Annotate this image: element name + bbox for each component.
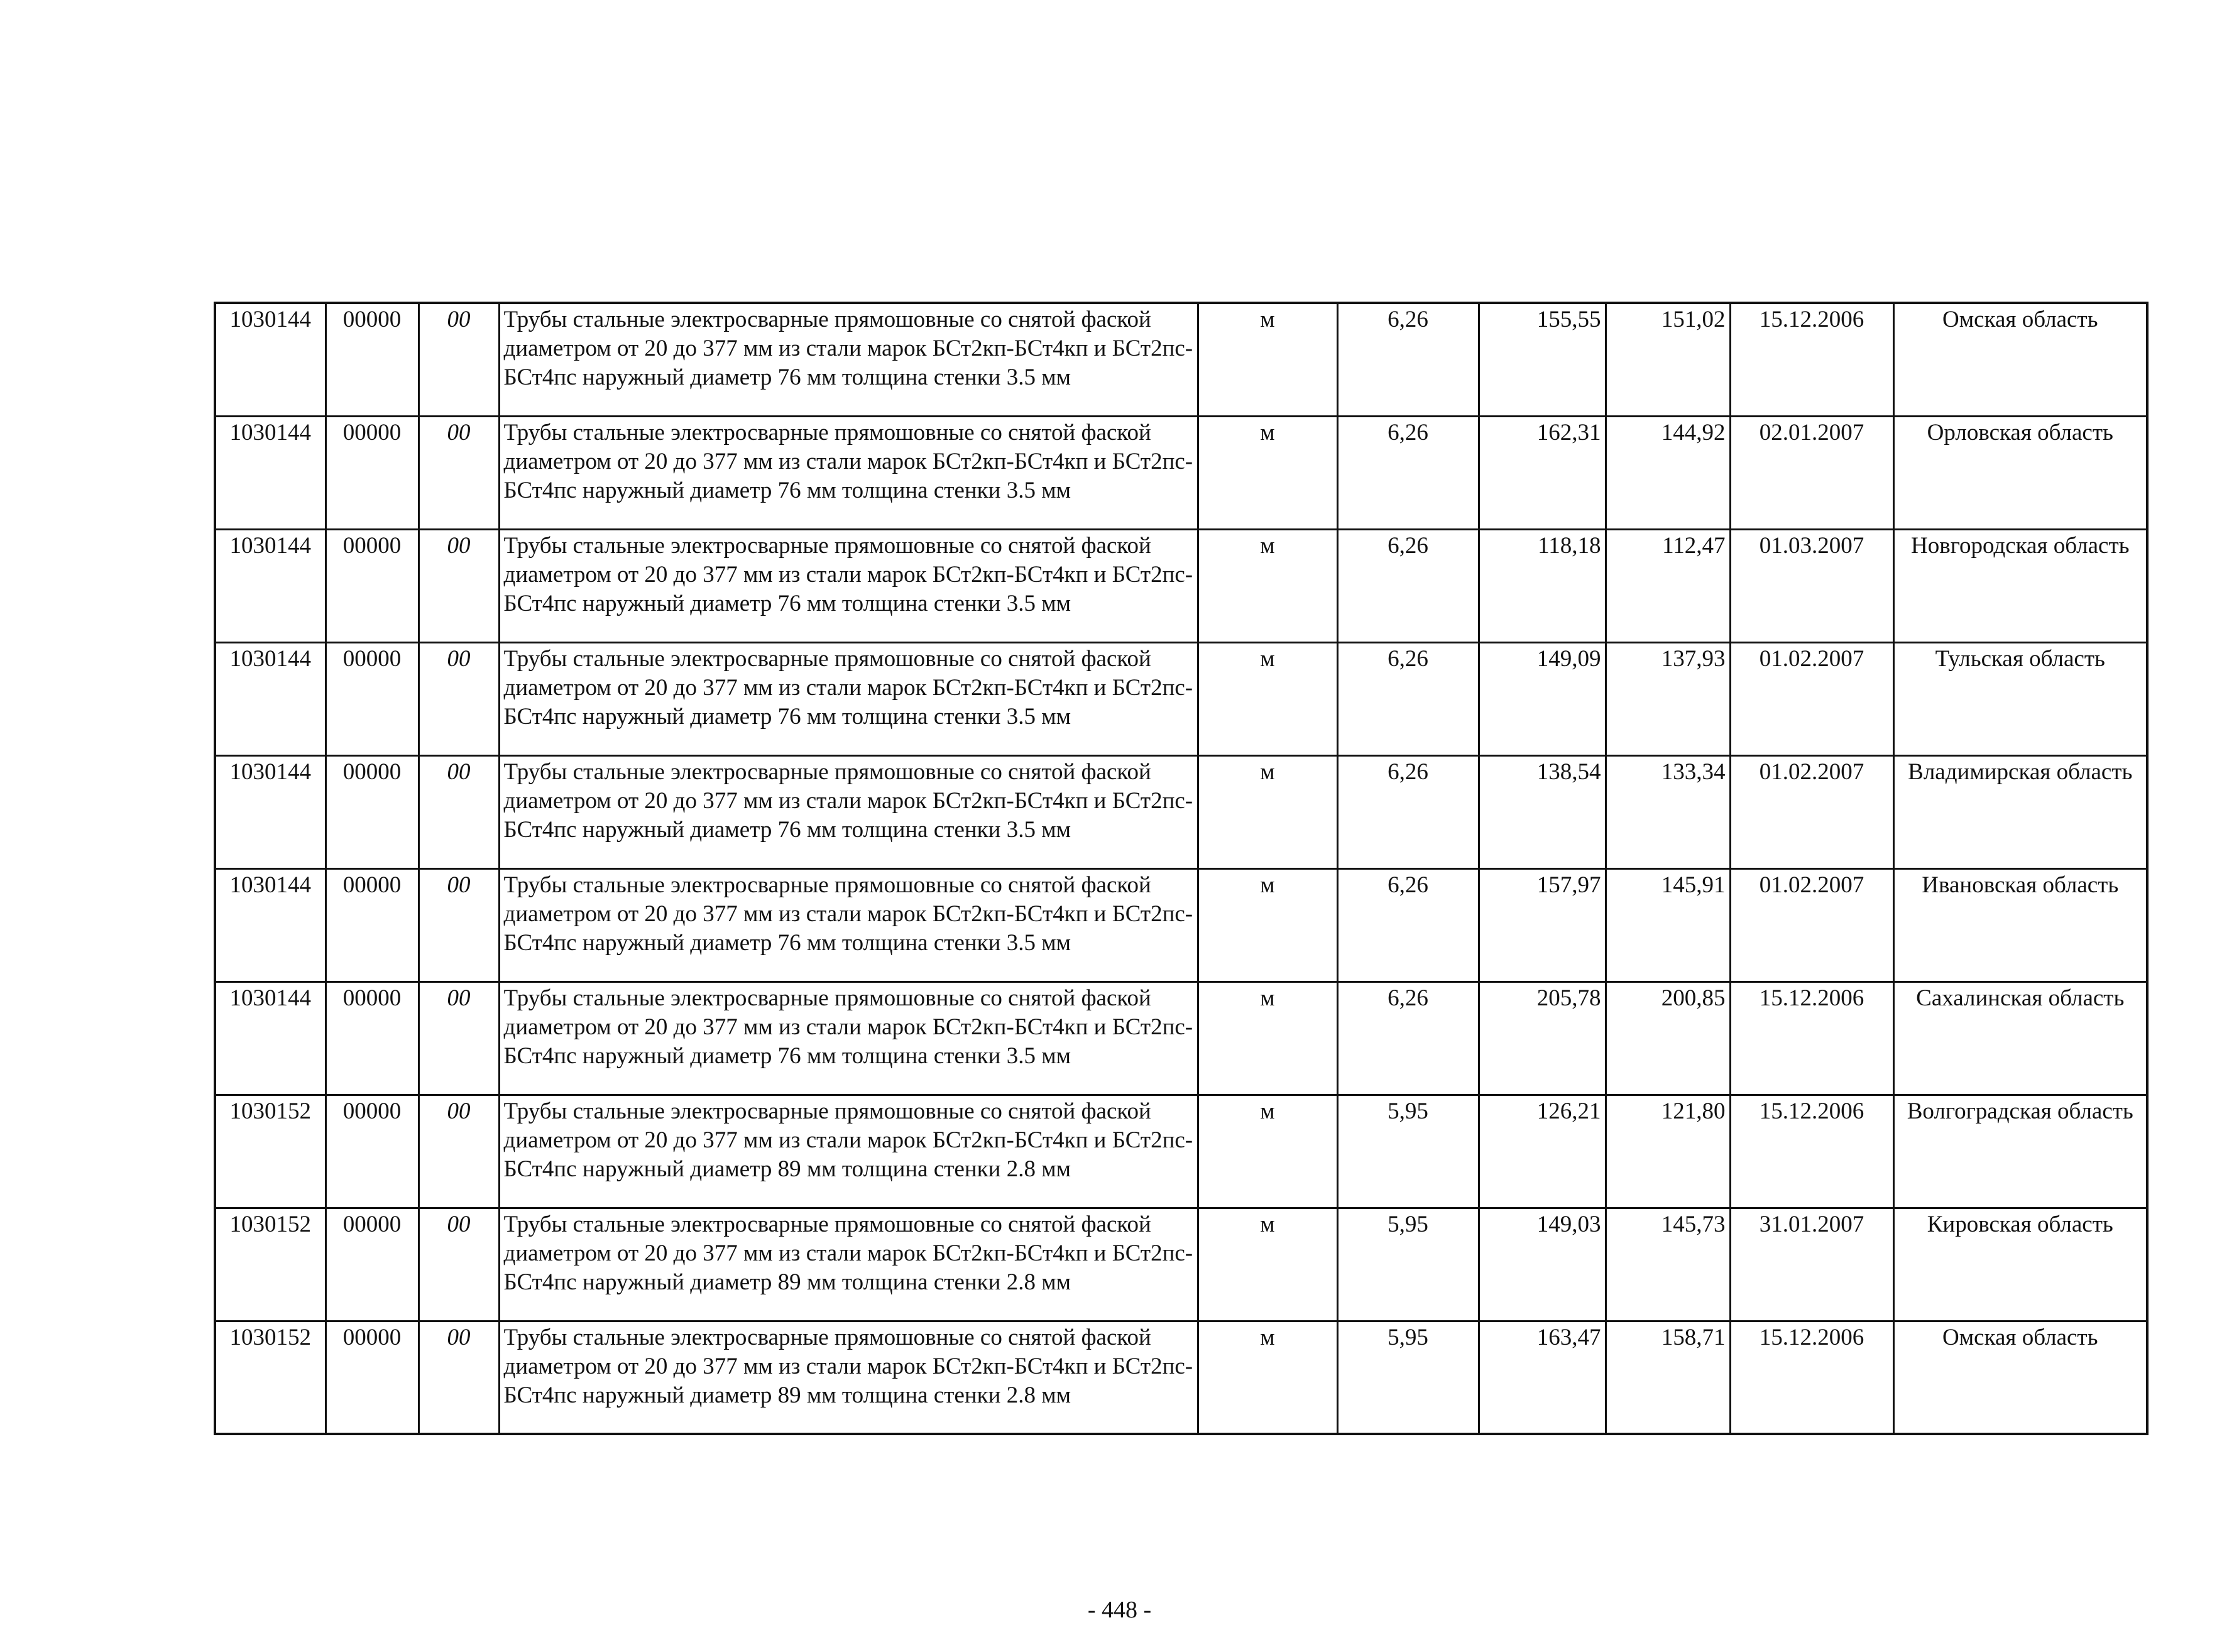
unit-cell: м — [1198, 416, 1337, 529]
table-row — [215, 1321, 2147, 1434]
resource-code-cell: 1030144 — [215, 529, 326, 642]
date-cell: 02.01.2007 — [1730, 416, 1893, 529]
resource-code-cell: 1030144 — [215, 755, 326, 868]
table-row — [215, 982, 2147, 1095]
region-cell: Волгоградская область — [1893, 1095, 2147, 1208]
resource-code-cell: 1030144 — [215, 416, 326, 529]
description-cell: Трубы стальные электросварные прямошовные со снятой фаской диаметром от 20 до 377 мм из стали марок БСт2кп-БСт4кп и БСт2пс-БСт4пс наружный диаметр 76 мм толщина стенки 3.5 мм — [499, 303, 1198, 416]
sub-code-cell: 00000 — [326, 755, 419, 868]
rate-cell: 5,95 — [1337, 1208, 1479, 1321]
price-cell: 200,85 — [1606, 982, 1730, 1095]
description-cell: Трубы стальные электросварные прямошовные со снятой фаской диаметром от 20 до 377 мм из стали марок БСт2кп-БСт4кп и БСт2пс-БСт4пс наружный диаметр 89 мм толщина стенки 2.8 мм — [499, 1208, 1198, 1321]
version-cell: 00 — [419, 755, 499, 868]
price-cell: 112,47 — [1606, 529, 1730, 642]
resource-code-cell: 1030152 — [215, 1321, 326, 1434]
date-cell: 15.12.2006 — [1730, 1321, 1893, 1434]
table-body — [215, 303, 2147, 1434]
description-cell: Трубы стальные электросварные прямошовные со снятой фаской диаметром от 20 до 377 мм из стали марок БСт2кп-БСт4кп и БСт2пс-БСт4пс наружный диаметр 76 мм толщина стенки 3.5 мм — [499, 416, 1198, 529]
table-row — [215, 1208, 2147, 1321]
version-cell: 00 — [419, 416, 499, 529]
sub-code-cell: 00000 — [326, 303, 419, 416]
date-cell: 01.02.2007 — [1730, 642, 1893, 755]
rate-cell: 6,26 — [1337, 529, 1479, 642]
price-cell: 205,78 — [1479, 982, 1606, 1095]
region-cell: Орловская область — [1893, 416, 2147, 529]
unit-cell: м — [1198, 755, 1337, 868]
resource-code-cell: 1030152 — [215, 1095, 326, 1208]
unit-cell: м — [1198, 1321, 1337, 1434]
date-cell: 15.12.2006 — [1730, 982, 1893, 1095]
sub-code-cell: 00000 — [326, 416, 419, 529]
sub-code-cell: 00000 — [326, 868, 419, 982]
version-cell: 00 — [419, 642, 499, 755]
price-cell: 133,34 — [1606, 755, 1730, 868]
description-cell: Трубы стальные электросварные прямошовные со снятой фаской диаметром от 20 до 377 мм из стали марок БСт2кп-БСт4кп и БСт2пс-БСт4пс наружный диаметр 76 мм толщина стенки 3.5 мм — [499, 642, 1198, 755]
unit-cell: м — [1198, 529, 1337, 642]
date-cell: 31.01.2007 — [1730, 1208, 1893, 1321]
date-cell: 15.12.2006 — [1730, 303, 1893, 416]
price-cell: 149,09 — [1479, 642, 1606, 755]
price-cell: 149,03 — [1479, 1208, 1606, 1321]
sub-code-cell: 00000 — [326, 982, 419, 1095]
description-cell: Трубы стальные электросварные прямошовные со снятой фаской диаметром от 20 до 377 мм из стали марок БСт2кп-БСт4кп и БСт2пс-БСт4пс наружный диаметр 76 мм толщина стенки 3.5 мм — [499, 982, 1198, 1095]
price-cell: 121,80 — [1606, 1095, 1730, 1208]
region-cell: Ивановская область — [1893, 868, 2147, 982]
rate-cell: 6,26 — [1337, 982, 1479, 1095]
price-cell: 163,47 — [1479, 1321, 1606, 1434]
price-cell: 155,55 — [1479, 303, 1606, 416]
sub-code-cell: 00000 — [326, 1095, 419, 1208]
rate-cell: 6,26 — [1337, 303, 1479, 416]
version-cell: 00 — [419, 1321, 499, 1434]
price-cell: 145,73 — [1606, 1208, 1730, 1321]
rate-cell: 6,26 — [1337, 416, 1479, 529]
sub-code-cell: 00000 — [326, 642, 419, 755]
region-cell: Омская область — [1893, 303, 2147, 416]
rate-cell: 6,26 — [1337, 868, 1479, 982]
version-cell: 00 — [419, 868, 499, 982]
description-cell: Трубы стальные электросварные прямошовные со снятой фаской диаметром от 20 до 377 мм из стали марок БСт2кп-БСт4кп и БСт2пс-БСт4пс наружный диаметр 89 мм толщина стенки 2.8 мм — [499, 1321, 1198, 1434]
sub-code-cell: 00000 — [326, 1208, 419, 1321]
unit-cell: м — [1198, 1095, 1337, 1208]
unit-cell: м — [1198, 1208, 1337, 1321]
rate-cell: 5,95 — [1337, 1095, 1479, 1208]
description-cell: Трубы стальные электросварные прямошовные со снятой фаской диаметром от 20 до 377 мм из стали марок БСт2кп-БСт4кп и БСт2пс-БСт4пс наружный диаметр 76 мм толщина стенки 3.5 мм — [499, 529, 1198, 642]
resource-code-cell: 1030144 — [215, 868, 326, 982]
date-cell: 15.12.2006 — [1730, 1095, 1893, 1208]
unit-cell: м — [1198, 642, 1337, 755]
price-cell: 145,91 — [1606, 868, 1730, 982]
resource-code-cell: 1030144 — [215, 303, 326, 416]
region-cell: Владимирская область — [1893, 755, 2147, 868]
version-cell: 00 — [419, 529, 499, 642]
date-cell: 01.02.2007 — [1730, 868, 1893, 982]
region-cell: Тульская область — [1893, 642, 2147, 755]
region-cell: Новгородская область — [1893, 529, 2147, 642]
rate-cell: 6,26 — [1337, 642, 1479, 755]
unit-cell: м — [1198, 868, 1337, 982]
page-number: - 448 - — [1087, 1597, 1152, 1623]
sub-code-cell: 00000 — [326, 1321, 419, 1434]
table-row — [215, 1095, 2147, 1208]
price-cell: 158,71 — [1606, 1321, 1730, 1434]
sub-code-cell: 00000 — [326, 529, 419, 642]
table-row — [215, 755, 2147, 868]
description-cell: Трубы стальные электросварные прямошовные со снятой фаской диаметром от 20 до 377 мм из стали марок БСт2кп-БСт4кп и БСт2пс-БСт4пс наружный диаметр 89 мм толщина стенки 2.8 мм — [499, 1095, 1198, 1208]
description-cell: Трубы стальные электросварные прямошовные со снятой фаской диаметром от 20 до 377 мм из стали марок БСт2кп-БСт4кп и БСт2пс-БСт4пс наружный диаметр 76 мм толщина стенки 3.5 мм — [499, 755, 1198, 868]
price-cell: 144,92 — [1606, 416, 1730, 529]
description-cell: Трубы стальные электросварные прямошовные со снятой фаской диаметром от 20 до 377 мм из стали марок БСт2кп-БСт4кп и БСт2пс-БСт4пс наружный диаметр 76 мм толщина стенки 3.5 мм — [499, 868, 1198, 982]
table-row — [215, 642, 2147, 755]
version-cell: 00 — [419, 1095, 499, 1208]
region-cell: Кировская область — [1893, 1208, 2147, 1321]
region-cell: Омская область — [1893, 1321, 2147, 1434]
unit-cell: м — [1198, 303, 1337, 416]
price-cell: 162,31 — [1479, 416, 1606, 529]
rate-cell: 5,95 — [1337, 1321, 1479, 1434]
version-cell: 00 — [419, 982, 499, 1095]
price-cell: 137,93 — [1606, 642, 1730, 755]
price-cell: 118,18 — [1479, 529, 1606, 642]
region-cell: Сахалинская область — [1893, 982, 2147, 1095]
price-table — [214, 302, 2149, 1435]
price-cell: 126,21 — [1479, 1095, 1606, 1208]
price-cell: 157,97 — [1479, 868, 1606, 982]
price-cell: 138,54 — [1479, 755, 1606, 868]
version-cell: 00 — [419, 1208, 499, 1321]
date-cell: 01.02.2007 — [1730, 755, 1893, 868]
table-row — [215, 303, 2147, 416]
date-cell: 01.03.2007 — [1730, 529, 1893, 642]
resource-code-cell: 1030144 — [215, 982, 326, 1095]
version-cell: 00 — [419, 303, 499, 416]
table-row — [215, 416, 2147, 529]
table-row — [215, 529, 2147, 642]
resource-code-cell: 1030144 — [215, 642, 326, 755]
rate-cell: 6,26 — [1337, 755, 1479, 868]
unit-cell: м — [1198, 982, 1337, 1095]
resource-code-cell: 1030152 — [215, 1208, 326, 1321]
price-cell: 151,02 — [1606, 303, 1730, 416]
table-row — [215, 868, 2147, 982]
